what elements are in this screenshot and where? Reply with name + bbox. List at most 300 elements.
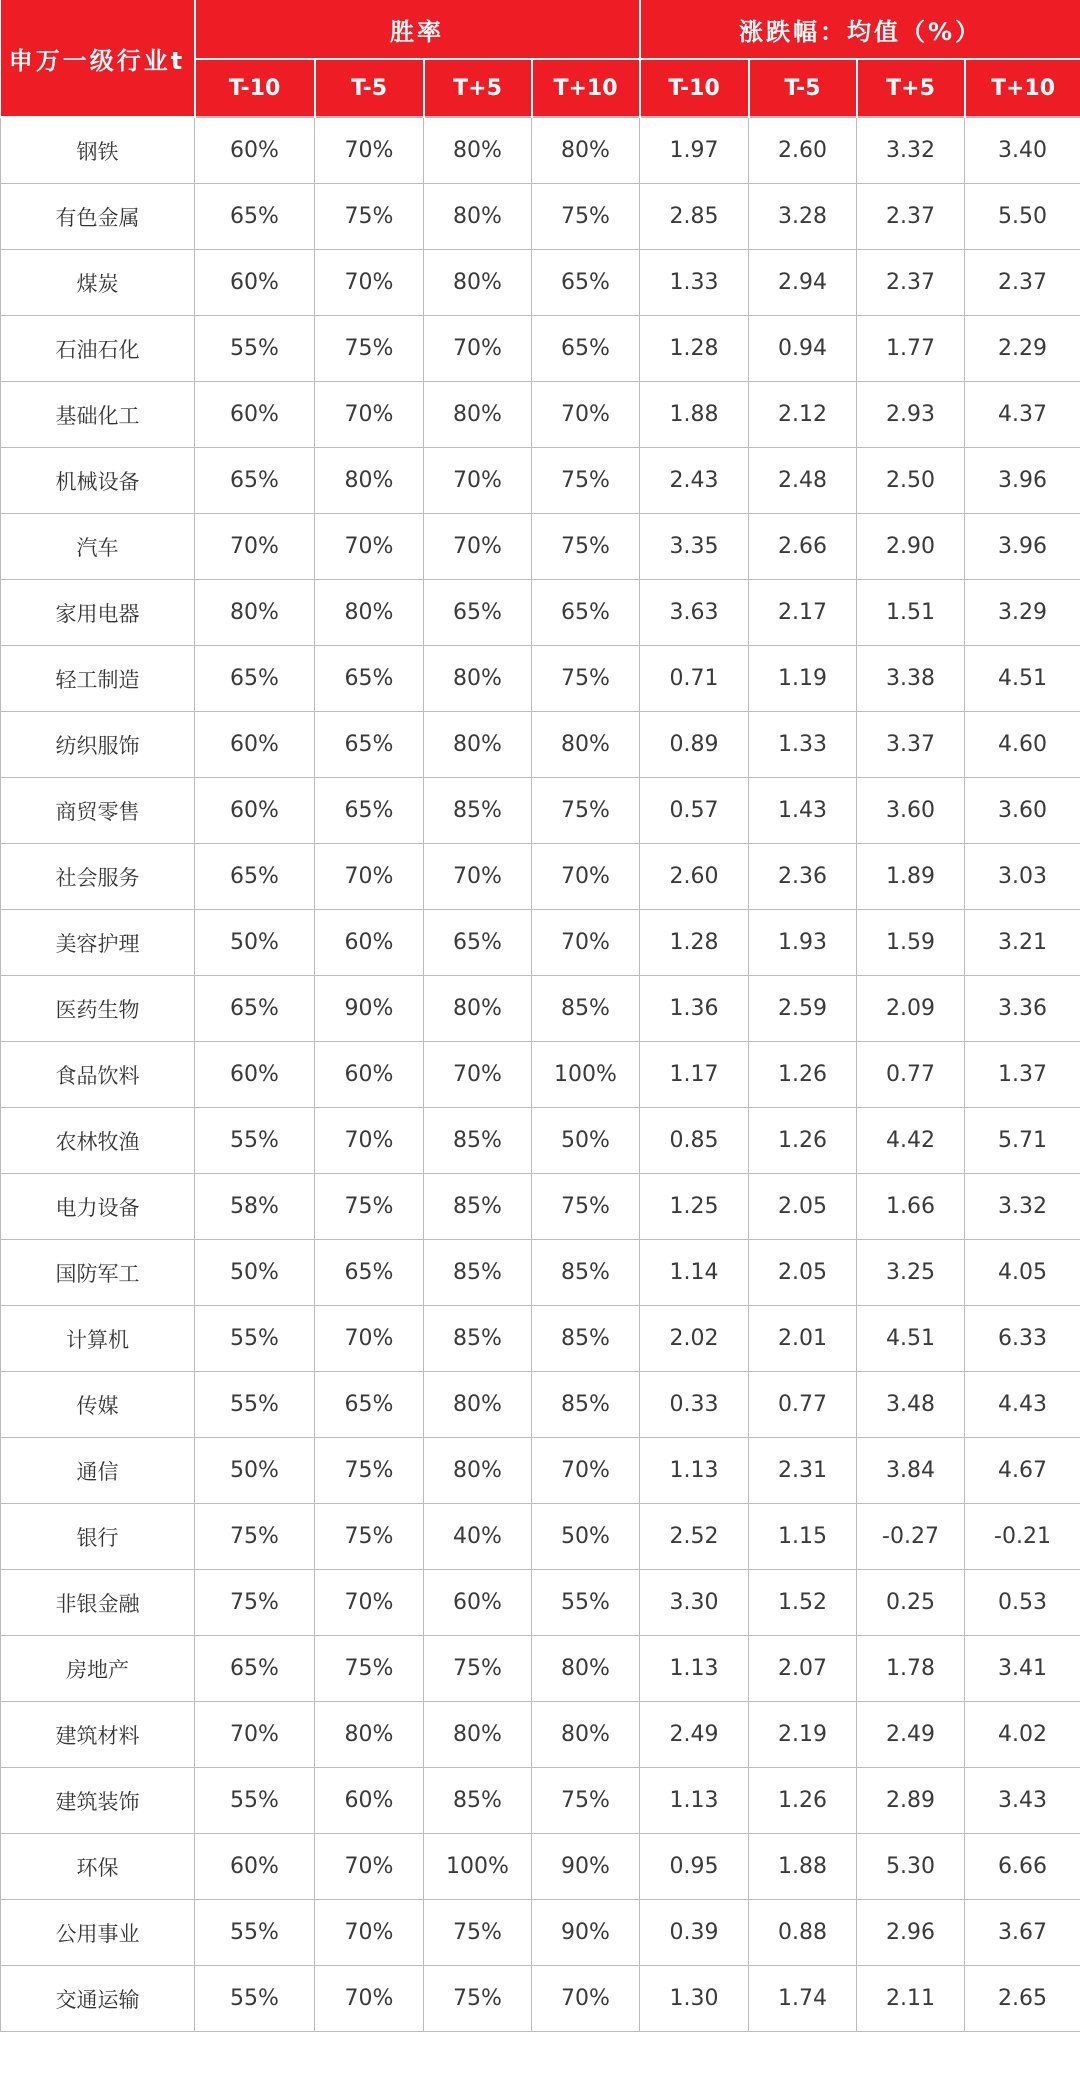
change-mean-cell: 2.94	[749, 250, 857, 316]
change-mean-cell: 2.17	[749, 580, 857, 646]
change-mean-cell: 1.13	[640, 1438, 749, 1504]
win-rate-cell: 80%	[424, 382, 532, 448]
win-rate-cell: 80%	[532, 117, 640, 184]
table-row	[1, 117, 1080, 184]
win-rate-cell: 80%	[315, 1702, 424, 1768]
change-mean-cell: 3.37	[857, 712, 965, 778]
win-rate-cell: 70%	[532, 1966, 640, 2032]
change-mean-cell: 4.60	[965, 712, 1080, 778]
change-mean-cell: 4.51	[965, 646, 1080, 712]
change-mean-cell: 3.36	[965, 976, 1080, 1042]
win-rate-cell: 70%	[424, 448, 532, 514]
win-rate-cell: 75%	[532, 1174, 640, 1240]
win-rate-cell: 75%	[315, 1504, 424, 1570]
change-mean-cell: 0.94	[749, 316, 857, 382]
win-rate-cell: 70%	[315, 382, 424, 448]
change-mean-cell: 2.43	[640, 448, 749, 514]
win-rate-cell: 50%	[195, 1438, 315, 1504]
win-rate-cell: 80%	[532, 712, 640, 778]
table-row	[1, 250, 1080, 316]
industry-name-cell: 通信	[1, 1438, 195, 1504]
win-rate-cell: 90%	[532, 1834, 640, 1900]
change-mean-cell: 0.95	[640, 1834, 749, 1900]
change-mean-cell: 0.88	[749, 1900, 857, 1966]
change-mean-cell: 1.33	[640, 250, 749, 316]
win-rate-cell: 80%	[424, 712, 532, 778]
change-mean-cell: 2.29	[965, 316, 1080, 382]
table-row	[1, 1438, 1080, 1504]
change-mean-cell: 1.28	[640, 910, 749, 976]
win-rate-cell: 65%	[195, 976, 315, 1042]
industry-name-cell: 基础化工	[1, 382, 195, 448]
industry-name-cell: 机械设备	[1, 448, 195, 514]
win-rate-cell: 70%	[532, 382, 640, 448]
change-mean-cell: 3.32	[857, 117, 965, 184]
industry-name-cell: 商贸零售	[1, 778, 195, 844]
win-rate-cell: 70%	[315, 250, 424, 316]
win-rate-cell: 70%	[195, 1702, 315, 1768]
table-row	[1, 1108, 1080, 1174]
win-rate-cell: 60%	[315, 1768, 424, 1834]
change-mean-cell: 2.37	[857, 250, 965, 316]
win-rate-cell: 90%	[315, 976, 424, 1042]
change-mean-cell: 2.90	[857, 514, 965, 580]
win-rate-cell: 85%	[532, 1306, 640, 1372]
win-rate-cell: 80%	[424, 976, 532, 1042]
win-rate-cell: 75%	[532, 184, 640, 250]
win-rate-cell: 100%	[424, 1834, 532, 1900]
change-mean-cell: 2.59	[749, 976, 857, 1042]
win-rate-cell: 75%	[315, 1636, 424, 1702]
change-mean-cell: 0.33	[640, 1372, 749, 1438]
industry-name-cell: 房地产	[1, 1636, 195, 1702]
win-rate-cell: 60%	[195, 250, 315, 316]
change-mean-cell: 0.57	[640, 778, 749, 844]
table-row	[1, 1570, 1080, 1636]
win-rate-cell: 55%	[195, 316, 315, 382]
industry-name-cell: 公用事业	[1, 1900, 195, 1966]
industry-name-cell: 传媒	[1, 1372, 195, 1438]
win-rate-cell: 85%	[532, 1372, 640, 1438]
win-rate-cell: 55%	[195, 1372, 315, 1438]
change-mean-cell: 3.60	[857, 778, 965, 844]
change-mean-cell: 2.02	[640, 1306, 749, 1372]
win-rate-cell: 70%	[315, 1306, 424, 1372]
change-mean-cell: 3.84	[857, 1438, 965, 1504]
table-row	[1, 976, 1080, 1042]
change-mean-cell: 1.19	[749, 646, 857, 712]
change-mean-cell: 2.65	[965, 1966, 1080, 2032]
change-mean-cell: 3.29	[965, 580, 1080, 646]
win-rate-cell: 65%	[195, 844, 315, 910]
win-rate-cell: 80%	[195, 580, 315, 646]
change-mean-cell: 2.60	[749, 117, 857, 184]
win-rate-cell: 65%	[532, 250, 640, 316]
change-mean-cell: 2.50	[857, 448, 965, 514]
change-mean-cell: 4.37	[965, 382, 1080, 448]
change-mean-cell: 2.93	[857, 382, 965, 448]
column-header: T-10	[640, 59, 749, 117]
industry-name-cell: 纺织服饰	[1, 712, 195, 778]
table-body	[1, 117, 1080, 2032]
change-mean-cell: 3.48	[857, 1372, 965, 1438]
win-rate-cell: 85%	[424, 1240, 532, 1306]
win-rate-cell: 80%	[424, 184, 532, 250]
table-row	[1, 1504, 1080, 1570]
win-rate-cell: 65%	[195, 448, 315, 514]
change-mean-cell: 1.37	[965, 1042, 1080, 1108]
table-row	[1, 1042, 1080, 1108]
win-rate-cell: 50%	[532, 1108, 640, 1174]
win-rate-cell: 75%	[532, 448, 640, 514]
win-rate-cell: 60%	[195, 712, 315, 778]
change-mean-cell: 5.50	[965, 184, 1080, 250]
win-rate-cell: 80%	[424, 1372, 532, 1438]
win-rate-cell: 70%	[315, 1966, 424, 2032]
table-row	[1, 646, 1080, 712]
change-mean-cell: 4.05	[965, 1240, 1080, 1306]
win-rate-cell: 70%	[195, 514, 315, 580]
win-rate-cell: 65%	[315, 646, 424, 712]
win-rate-cell: 100%	[532, 1042, 640, 1108]
change-mean-cell: 2.49	[857, 1702, 965, 1768]
table-row	[1, 1702, 1080, 1768]
win-rate-cell: 70%	[424, 316, 532, 382]
change-mean-cell: 0.71	[640, 646, 749, 712]
change-mean-cell: 4.51	[857, 1306, 965, 1372]
win-rate-cell: 75%	[424, 1636, 532, 1702]
change-mean-cell: 1.74	[749, 1966, 857, 2032]
change-mean-cell: 2.48	[749, 448, 857, 514]
win-rate-cell: 60%	[195, 1834, 315, 1900]
win-rate-cell: 80%	[424, 646, 532, 712]
change-mean-cell: 5.30	[857, 1834, 965, 1900]
win-rate-cell: 60%	[195, 1042, 315, 1108]
win-rate-cell: 55%	[195, 1108, 315, 1174]
change-mean-cell: 1.17	[640, 1042, 749, 1108]
change-mean-cell: -0.27	[857, 1504, 965, 1570]
change-mean-cell: 2.49	[640, 1702, 749, 1768]
table-row	[1, 778, 1080, 844]
change-mean-cell: 2.07	[749, 1636, 857, 1702]
win-rate-cell: 55%	[195, 1306, 315, 1372]
win-rate-cell: 65%	[315, 1240, 424, 1306]
win-rate-cell: 80%	[424, 1702, 532, 1768]
industry-name-cell: 计算机	[1, 1306, 195, 1372]
change-mean-cell: 1.13	[640, 1636, 749, 1702]
column-header: T-5	[749, 59, 857, 117]
win-rate-cell: 85%	[424, 1768, 532, 1834]
win-rate-cell: 58%	[195, 1174, 315, 1240]
win-rate-cell: 60%	[195, 778, 315, 844]
win-rate-cell: 60%	[424, 1570, 532, 1636]
change-mean-cell: 0.53	[965, 1570, 1080, 1636]
column-header: T-10	[195, 59, 315, 117]
table-row	[1, 1966, 1080, 2032]
change-mean-cell: 1.52	[749, 1570, 857, 1636]
win-rate-cell: 65%	[195, 184, 315, 250]
change-mean-cell: 3.38	[857, 646, 965, 712]
win-rate-cell: 75%	[532, 646, 640, 712]
change-mean-cell: 1.13	[640, 1768, 749, 1834]
table-row	[1, 1372, 1080, 1438]
change-mean-cell: 1.28	[640, 316, 749, 382]
change-mean-cell: 2.36	[749, 844, 857, 910]
change-mean-cell: 1.51	[857, 580, 965, 646]
table-row	[1, 1768, 1080, 1834]
table-row	[1, 580, 1080, 646]
change-mean-cell: 2.66	[749, 514, 857, 580]
industry-name-cell: 家用电器	[1, 580, 195, 646]
change-mean-cell: 3.63	[640, 580, 749, 646]
change-mean-cell: 4.67	[965, 1438, 1080, 1504]
win-rate-cell: 55%	[532, 1570, 640, 1636]
win-rate-cell: 50%	[195, 910, 315, 976]
change-mean-cell: 2.05	[749, 1174, 857, 1240]
win-rate-cell: 70%	[315, 1108, 424, 1174]
industry-name-cell: 建筑材料	[1, 1702, 195, 1768]
change-mean-cell: 2.11	[857, 1966, 965, 2032]
table-row	[1, 1834, 1080, 1900]
industry-name-cell: 美容护理	[1, 910, 195, 976]
table-row	[1, 1900, 1080, 1966]
win-rate-cell: 85%	[532, 1240, 640, 1306]
change-mean-cell: 3.41	[965, 1636, 1080, 1702]
industry-name-cell: 社会服务	[1, 844, 195, 910]
win-rate-cell: 60%	[195, 117, 315, 184]
change-mean-cell: 3.96	[965, 448, 1080, 514]
win-rate-cell: 60%	[315, 1042, 424, 1108]
change-mean-cell: 1.66	[857, 1174, 965, 1240]
table-row	[1, 844, 1080, 910]
industry-name-cell: 国防军工	[1, 1240, 195, 1306]
win-rate-cell: 75%	[315, 184, 424, 250]
change-mean-cell: 2.85	[640, 184, 749, 250]
win-rate-cell: 75%	[532, 514, 640, 580]
win-rate-cell: 55%	[195, 1900, 315, 1966]
win-rate-cell: 90%	[532, 1900, 640, 1966]
win-rate-cell: 55%	[195, 1966, 315, 2032]
change-mean-cell: 2.89	[857, 1768, 965, 1834]
change-mean-cell: 3.25	[857, 1240, 965, 1306]
industry-name-cell: 钢铁	[1, 117, 195, 184]
win-rate-cell: 85%	[424, 1306, 532, 1372]
win-rate-cell: 75%	[424, 1900, 532, 1966]
win-rate-cell: 65%	[195, 646, 315, 712]
win-rate-cell: 80%	[315, 448, 424, 514]
win-rate-cell: 80%	[424, 1438, 532, 1504]
change-mean-cell: 3.96	[965, 514, 1080, 580]
industry-name-cell: 医药生物	[1, 976, 195, 1042]
table-header	[1, 0, 1080, 117]
change-mean-cell: 3.43	[965, 1768, 1080, 1834]
change-mean-cell: 2.96	[857, 1900, 965, 1966]
change-mean-cell: 1.26	[749, 1108, 857, 1174]
win-rate-cell: 70%	[532, 910, 640, 976]
table-row	[1, 712, 1080, 778]
win-rate-cell: 70%	[315, 1834, 424, 1900]
win-rate-cell: 80%	[532, 1702, 640, 1768]
change-mean-cell: 2.31	[749, 1438, 857, 1504]
change-mean-cell: 3.28	[749, 184, 857, 250]
change-mean-cell: 4.43	[965, 1372, 1080, 1438]
change-mean-cell: 3.03	[965, 844, 1080, 910]
win-rate-cell: 70%	[315, 514, 424, 580]
win-rate-cell: 80%	[424, 117, 532, 184]
column-header: T+10	[965, 59, 1080, 117]
win-rate-cell: 75%	[532, 1768, 640, 1834]
win-rate-group-header: 胜率	[195, 0, 640, 59]
win-rate-cell: 80%	[424, 250, 532, 316]
table-row	[1, 1174, 1080, 1240]
change-mean-cell: 2.37	[965, 250, 1080, 316]
change-mean-cell: 0.89	[640, 712, 749, 778]
change-mean-cell: 3.21	[965, 910, 1080, 976]
win-rate-cell: 60%	[195, 382, 315, 448]
column-header: T+10	[532, 59, 640, 117]
change-mean-cell: 3.67	[965, 1900, 1080, 1966]
change-mean-cell: 2.19	[749, 1702, 857, 1768]
win-rate-cell: 85%	[532, 976, 640, 1042]
win-rate-cell: 75%	[315, 316, 424, 382]
win-rate-cell: 85%	[424, 778, 532, 844]
change-mean-cell: 1.78	[857, 1636, 965, 1702]
win-rate-cell: 80%	[315, 580, 424, 646]
win-rate-cell: 80%	[532, 1636, 640, 1702]
win-rate-cell: 70%	[424, 1042, 532, 1108]
change-mean-cell: 0.85	[640, 1108, 749, 1174]
table-row	[1, 382, 1080, 448]
change-mean-cell: 0.77	[749, 1372, 857, 1438]
win-rate-cell: 70%	[315, 1900, 424, 1966]
change-mean-cell: 0.77	[857, 1042, 965, 1108]
change-mean-cell: 3.30	[640, 1570, 749, 1636]
win-rate-cell: 70%	[532, 844, 640, 910]
table-row	[1, 1306, 1080, 1372]
table-row	[1, 316, 1080, 382]
table-row	[1, 448, 1080, 514]
win-rate-cell: 75%	[532, 778, 640, 844]
change-mean-cell: 0.25	[857, 1570, 965, 1636]
change-mean-group-header: 涨跌幅：均值（%）	[640, 0, 1080, 59]
industry-name-cell: 环保	[1, 1834, 195, 1900]
change-mean-cell: 3.32	[965, 1174, 1080, 1240]
change-mean-cell: 1.26	[749, 1042, 857, 1108]
industry-name-cell: 电力设备	[1, 1174, 195, 1240]
change-mean-cell: 2.12	[749, 382, 857, 448]
change-mean-cell: 1.88	[749, 1834, 857, 1900]
win-rate-cell: 50%	[195, 1240, 315, 1306]
change-mean-cell: 2.05	[749, 1240, 857, 1306]
change-mean-cell: 4.42	[857, 1108, 965, 1174]
win-rate-cell: 75%	[315, 1174, 424, 1240]
win-rate-cell: 85%	[424, 1108, 532, 1174]
win-rate-cell: 75%	[195, 1504, 315, 1570]
win-rate-cell: 75%	[315, 1438, 424, 1504]
win-rate-cell: 65%	[424, 580, 532, 646]
table-row	[1, 1240, 1080, 1306]
change-mean-cell: 1.36	[640, 976, 749, 1042]
win-rate-cell: 65%	[315, 712, 424, 778]
win-rate-cell: 60%	[315, 910, 424, 976]
change-mean-cell: 1.89	[857, 844, 965, 910]
change-mean-cell: 2.09	[857, 976, 965, 1042]
win-rate-cell: 65%	[532, 316, 640, 382]
table-row	[1, 514, 1080, 580]
industry-name-cell: 轻工制造	[1, 646, 195, 712]
change-mean-cell: 2.37	[857, 184, 965, 250]
win-rate-cell: 70%	[532, 1438, 640, 1504]
win-rate-cell: 70%	[315, 1570, 424, 1636]
change-mean-cell: 1.43	[749, 778, 857, 844]
industry-name-cell: 银行	[1, 1504, 195, 1570]
change-mean-cell: 1.88	[640, 382, 749, 448]
change-mean-cell: -0.21	[965, 1504, 1080, 1570]
win-rate-cell: 55%	[195, 1768, 315, 1834]
industry-name-cell: 交通运输	[1, 1966, 195, 2032]
win-rate-cell: 70%	[424, 844, 532, 910]
change-mean-cell: 4.02	[965, 1702, 1080, 1768]
column-header: T-5	[315, 59, 424, 117]
change-mean-cell: 5.71	[965, 1108, 1080, 1174]
industry-name-cell: 石油石化	[1, 316, 195, 382]
change-mean-cell: 1.14	[640, 1240, 749, 1306]
win-rate-cell: 65%	[424, 910, 532, 976]
win-rate-cell: 70%	[315, 117, 424, 184]
change-mean-cell: 3.40	[965, 117, 1080, 184]
win-rate-cell: 50%	[532, 1504, 640, 1570]
win-rate-cell: 65%	[532, 580, 640, 646]
change-mean-cell: 3.35	[640, 514, 749, 580]
change-mean-cell: 1.25	[640, 1174, 749, 1240]
change-mean-cell: 1.97	[640, 117, 749, 184]
win-rate-cell: 65%	[315, 1372, 424, 1438]
change-mean-cell: 2.52	[640, 1504, 749, 1570]
win-rate-cell: 75%	[195, 1570, 315, 1636]
change-mean-cell: 1.77	[857, 316, 965, 382]
industry-name-cell: 有色金属	[1, 184, 195, 250]
table-row	[1, 910, 1080, 976]
win-rate-cell: 70%	[424, 514, 532, 580]
table-row	[1, 1636, 1080, 1702]
industry-name-cell: 煤炭	[1, 250, 195, 316]
win-rate-cell: 40%	[424, 1504, 532, 1570]
industry-column-header: 申万一级行业t	[1, 0, 195, 117]
change-mean-cell: 1.93	[749, 910, 857, 976]
industry-name-cell: 非银金融	[1, 1570, 195, 1636]
win-rate-cell: 70%	[315, 844, 424, 910]
change-mean-cell: 6.33	[965, 1306, 1080, 1372]
change-mean-cell: 1.15	[749, 1504, 857, 1570]
change-mean-cell: 6.66	[965, 1834, 1080, 1900]
win-rate-cell: 65%	[195, 1636, 315, 1702]
change-mean-cell: 2.60	[640, 844, 749, 910]
column-header: T+5	[424, 59, 532, 117]
win-rate-cell: 85%	[424, 1174, 532, 1240]
win-rate-cell: 65%	[315, 778, 424, 844]
column-header: T+5	[857, 59, 965, 117]
change-mean-cell: 1.26	[749, 1768, 857, 1834]
change-mean-cell: 2.01	[749, 1306, 857, 1372]
change-mean-cell: 3.60	[965, 778, 1080, 844]
industry-name-cell: 汽车	[1, 514, 195, 580]
table-row	[1, 184, 1080, 250]
change-mean-cell: 1.33	[749, 712, 857, 778]
change-mean-cell: 1.59	[857, 910, 965, 976]
industry-name-cell: 建筑装饰	[1, 1768, 195, 1834]
win-rate-cell: 75%	[424, 1966, 532, 2032]
change-mean-cell: 1.30	[640, 1966, 749, 2032]
